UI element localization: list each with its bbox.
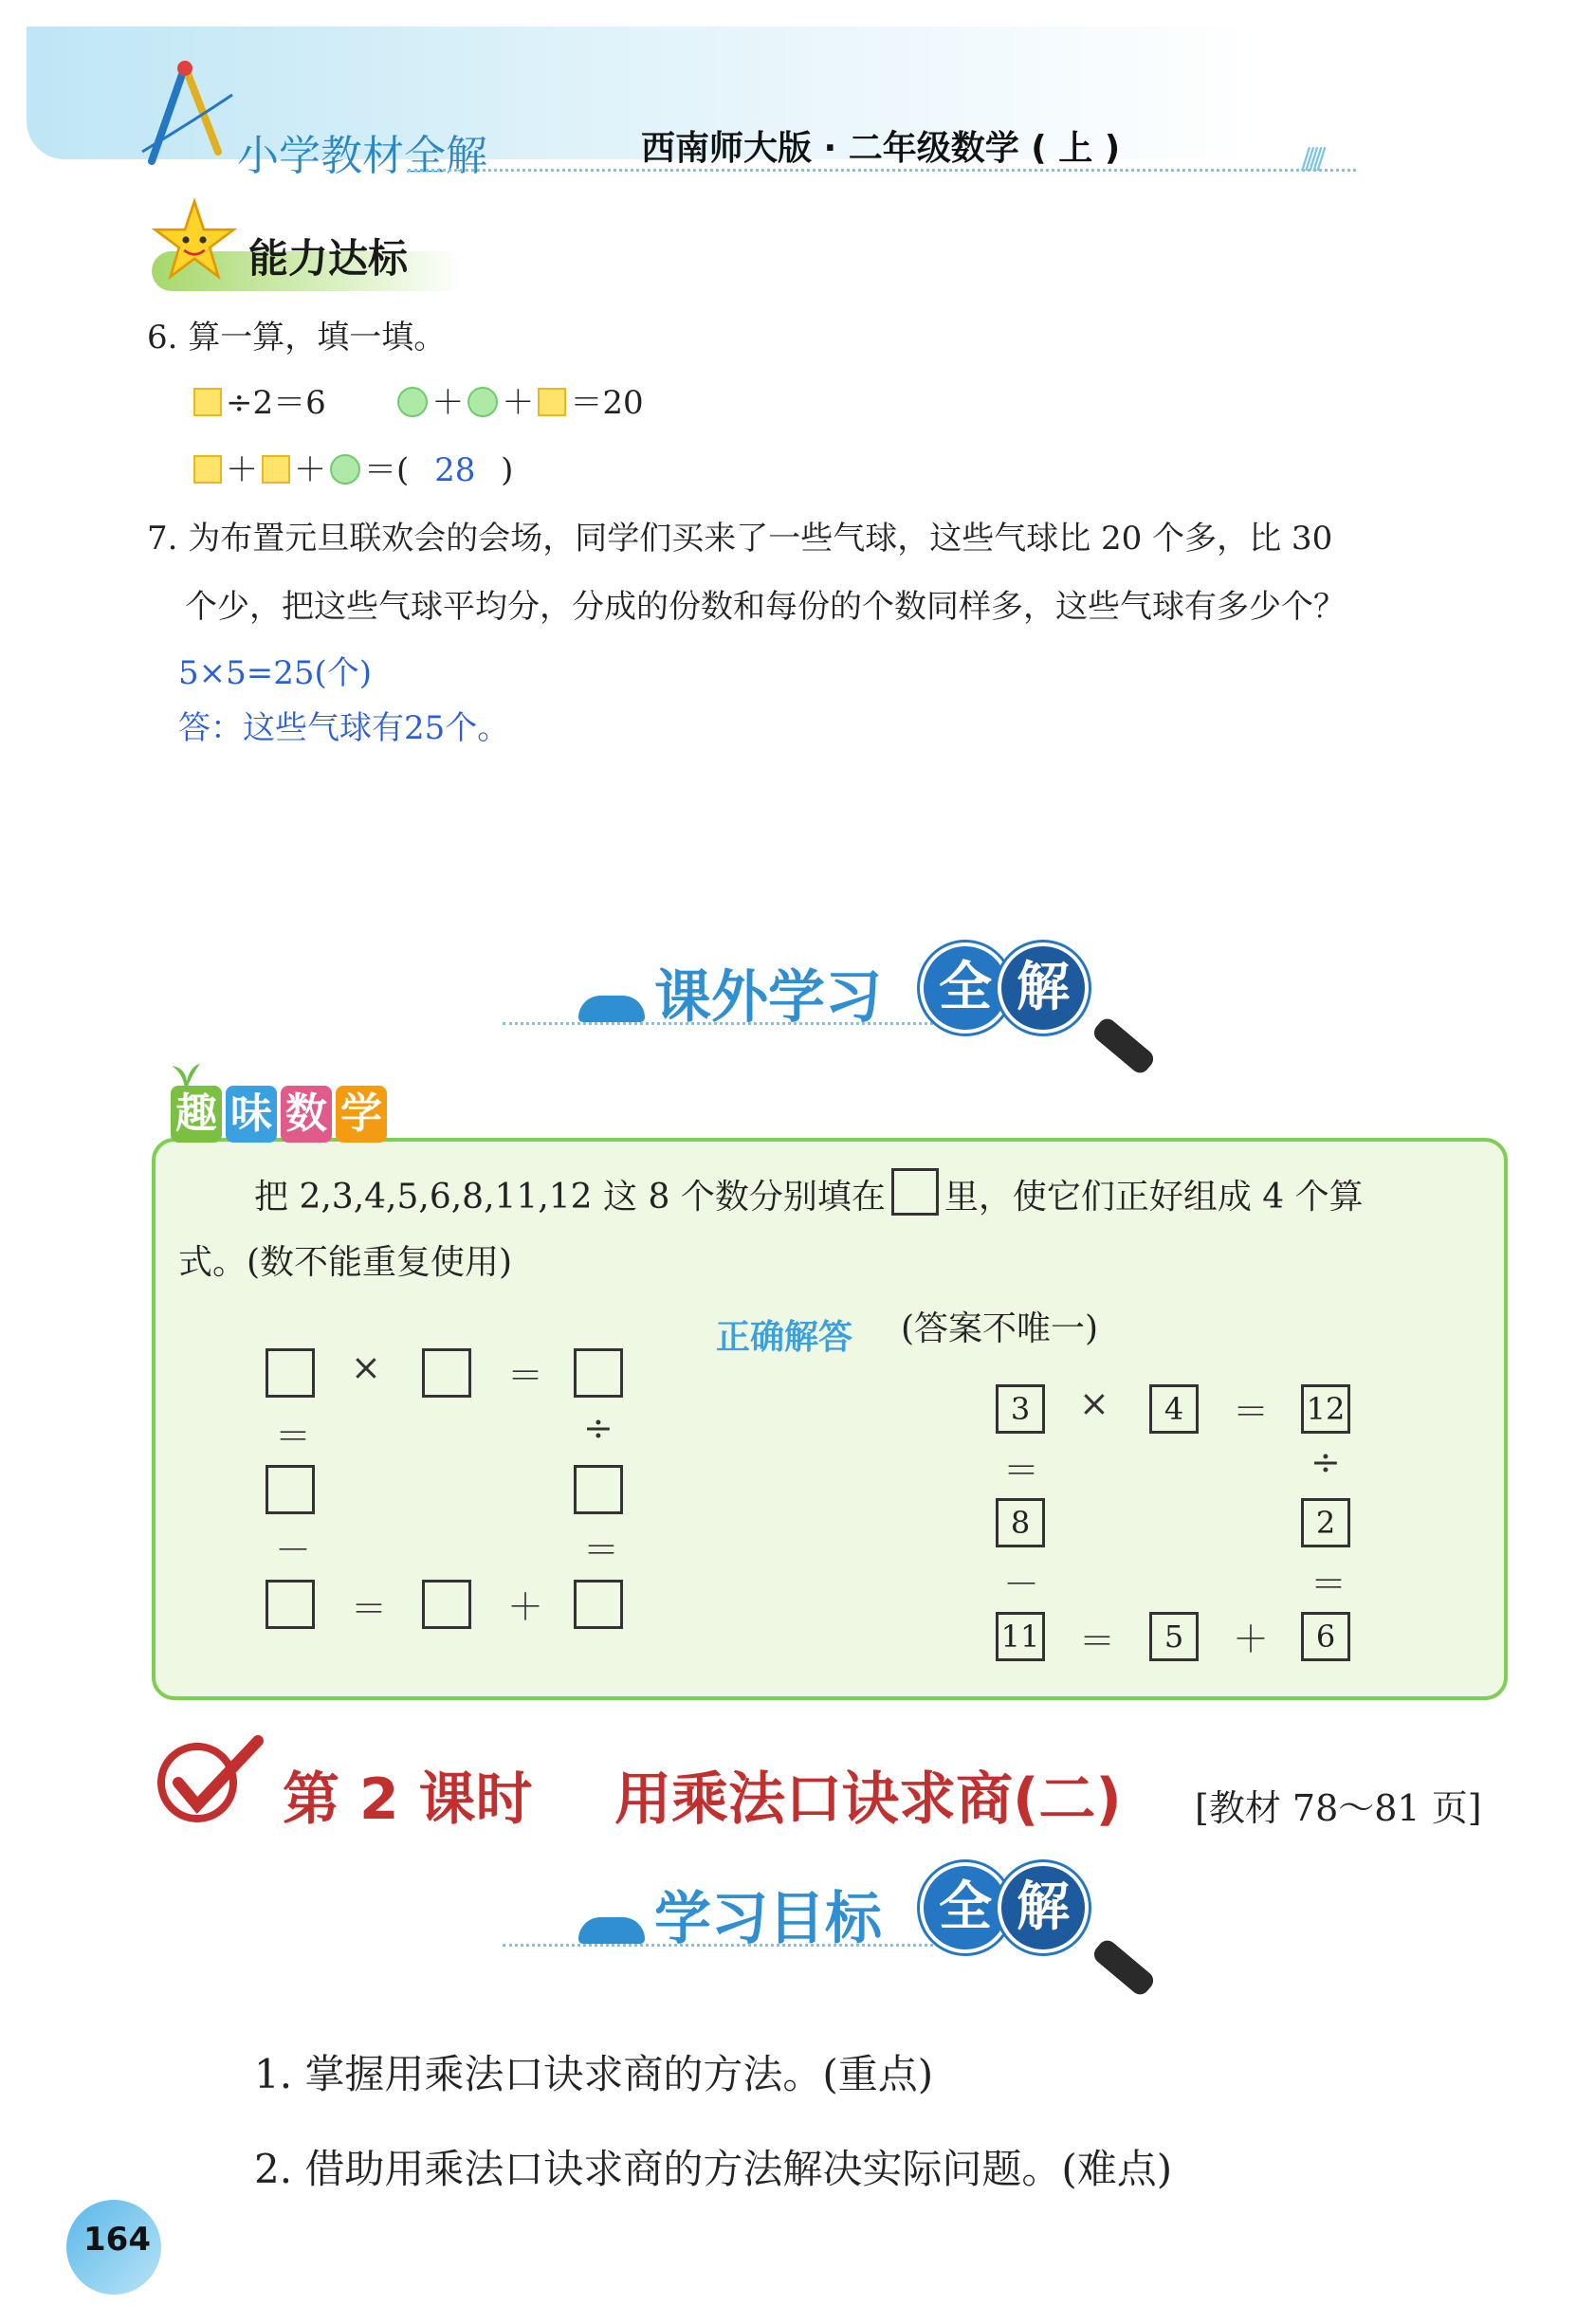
- times-symbol: ×: [1079, 1382, 1109, 1424]
- eq3-pre: ＝(: [364, 451, 410, 489]
- empty-box: [266, 1465, 315, 1514]
- magnifier-handle: [1090, 1016, 1157, 1077]
- empty-box: [422, 1348, 471, 1398]
- header-hatch-decoration: /////: [1301, 142, 1321, 175]
- answer-label: 正确解答: [716, 1318, 853, 1357]
- eq2-text: ＝20: [570, 384, 644, 422]
- fun-prompt-line1: [254, 1168, 1364, 1217]
- times-symbol: ×: [351, 1346, 381, 1388]
- fun-prompt-line2: 式。(数不能重复使用): [178, 1243, 513, 1282]
- question-7-line1: 7. 为布置元旦联欢会的会场，同学们买来了一些气球，这些气球比 20 个多，比 30: [147, 520, 1333, 558]
- square-icon: [262, 455, 290, 484]
- fun-tag-char-4: 学: [336, 1086, 387, 1143]
- fun-tag-char-2: 味: [226, 1086, 277, 1143]
- empty-box: [574, 1465, 623, 1514]
- objective-2: 2. 借助用乘法口诀求商的方法解决实际问题。(难点): [254, 2146, 1173, 2192]
- circle-icon: [397, 387, 428, 417]
- question-6-stem: 6. 算一算，填一填。: [147, 319, 447, 357]
- circle-icon: [330, 454, 360, 485]
- compass-logo-icon: [133, 57, 237, 174]
- section-title: 能力达标: [248, 235, 409, 282]
- answer-box: 3: [996, 1384, 1045, 1434]
- answer-box: 4: [1149, 1384, 1199, 1434]
- equals-symbol: ＝: [1003, 1450, 1040, 1491]
- question-7-answer-text: 答：这些气球有25个。: [178, 709, 510, 747]
- square-icon: [538, 388, 566, 416]
- banner-title: 课外学习: [654, 964, 882, 1031]
- plus-symbol: ＋: [1233, 1619, 1270, 1660]
- eq3-answer: 28: [434, 451, 476, 489]
- header-divider: [408, 169, 1356, 172]
- square-icon: [193, 455, 222, 484]
- empty-box: [266, 1348, 315, 1398]
- badge-quan: 全: [920, 942, 1011, 1034]
- fun-prompt-pre: 把 2,3,4,5,6,8,11,12 这 8 个数分别填在: [254, 1178, 886, 1217]
- empty-box: [574, 1580, 623, 1629]
- empty-box: [266, 1580, 315, 1629]
- equals-symbol: ＝: [1310, 1564, 1347, 1605]
- square-icon: [193, 388, 222, 416]
- fun-tag-char-1: 趣: [171, 1086, 222, 1143]
- equals-symbol: ＝: [351, 1588, 388, 1630]
- magnifier-icon: 解: [998, 942, 1089, 1034]
- answer-box: 5: [1149, 1612, 1199, 1661]
- fun-tag-char-3: 数: [281, 1086, 332, 1143]
- page-number: 164: [83, 2221, 151, 2259]
- cloud-icon: [578, 996, 645, 1022]
- checkmark-icon: [152, 1733, 266, 1832]
- minus-symbol: －: [1003, 1564, 1040, 1605]
- answer-box: 6: [1301, 1612, 1350, 1661]
- banner-badges: [920, 942, 1089, 1034]
- equals-symbol: ＝: [1079, 1620, 1116, 1662]
- equals-symbol: ＝: [275, 1416, 312, 1457]
- header-brand: 小学教材全解: [237, 132, 487, 180]
- answer-box: 12: [1301, 1384, 1350, 1434]
- empty-box: [574, 1348, 623, 1398]
- header-book-title: 西南师大版 · 二年级数学 ( 上 ): [641, 129, 1121, 168]
- lesson-textbook-ref: [教材 78～81 页]: [1195, 1787, 1482, 1829]
- banner-badges: [920, 1862, 1089, 1953]
- magnifier-icon: 解: [998, 1862, 1089, 1953]
- star-icon: [152, 197, 237, 286]
- magnifier-handle: [1090, 1937, 1157, 1999]
- answer-box: 2: [1301, 1498, 1350, 1547]
- divide-symbol: ÷: [1310, 1441, 1341, 1483]
- question-7-answer-calc: 5×5=25(个): [178, 654, 373, 692]
- equals-symbol: ＝: [583, 1529, 620, 1571]
- fun-math-tag: [171, 1086, 391, 1143]
- empty-box: [422, 1580, 471, 1629]
- divide-symbol: ÷: [583, 1407, 614, 1449]
- sprout-icon: [166, 1060, 204, 1094]
- eq1-text: ÷2＝6: [226, 384, 326, 422]
- cloud-icon: [578, 1917, 645, 1944]
- equals-symbol: ＝: [1233, 1391, 1270, 1433]
- banner-learning-goals: [503, 1858, 1128, 1982]
- eq3-post: ): [501, 451, 514, 489]
- banner-extracurricular: [503, 939, 1128, 1062]
- answer-box: 8: [996, 1498, 1045, 1547]
- lesson-number: 第 2 课时: [283, 1766, 533, 1833]
- minus-symbol: －: [275, 1529, 312, 1571]
- plus-symbol: ＋: [507, 1586, 544, 1628]
- question-7-line2: 个少，把这些气球平均分，分成的份数和每份的个数同样多，这些气球有多少个？: [185, 588, 1346, 626]
- question-6-eq3: ＋ ＋ ＝( 28 ): [190, 451, 513, 490]
- answer-box: 11: [996, 1612, 1045, 1661]
- equals-symbol: ＝: [507, 1355, 544, 1397]
- fun-prompt-post: 里，使它们正好组成 4 个算: [944, 1178, 1364, 1217]
- badge-quan: 全: [920, 1862, 1011, 1953]
- answer-note: (答案不唯一): [901, 1309, 1099, 1348]
- banner-title: 学习目标: [654, 1886, 882, 1952]
- circle-icon: [467, 387, 498, 417]
- question-6-eq1: ÷2＝6 ＋ ＋ ＝20: [190, 384, 644, 423]
- objective-1: 1. 掌握用乘法口诀求商的方法。(重点): [254, 2051, 934, 2097]
- blank-box-icon: [891, 1168, 939, 1216]
- lesson-title: 用乘法口诀求商(二): [614, 1766, 1122, 1833]
